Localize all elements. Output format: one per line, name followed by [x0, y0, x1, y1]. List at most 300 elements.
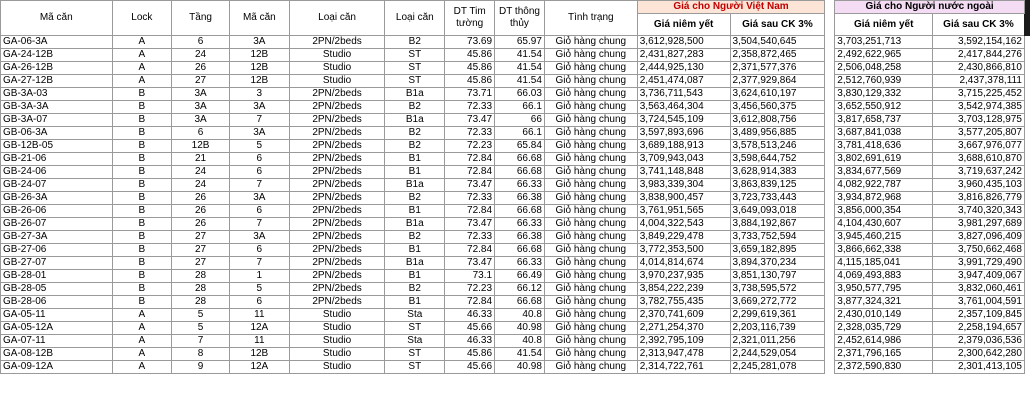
cell-ma-can-2[interactable]: 7 [229, 218, 289, 231]
cell-vn-discounted-price[interactable]: 3,578,513,246 [730, 140, 825, 153]
cell-ma-can[interactable]: GB-28-06 [1, 296, 113, 309]
cell-loai-can[interactable]: 2PN/2beds [289, 179, 385, 192]
cell-dt-thong-thuy[interactable]: 66.1 [495, 127, 545, 140]
cell-dt-tim-tuong[interactable]: 72.33 [445, 192, 495, 205]
cell-tang[interactable]: 8 [172, 348, 230, 361]
cell-loai-can-2[interactable]: B2 [385, 36, 445, 49]
cell-foreign-discounted-price[interactable]: 3,947,409,067 [933, 270, 1025, 283]
cell-tinh-trang[interactable]: Giỏ hàng chung [544, 101, 637, 114]
cell-foreign-listed-price[interactable]: 3,834,677,569 [835, 166, 933, 179]
cell-ma-can-2[interactable]: 3A [229, 101, 289, 114]
cell-dt-tim-tuong[interactable]: 72.84 [445, 244, 495, 257]
cell-tinh-trang[interactable]: Giỏ hàng chung [544, 257, 637, 270]
cell-vn-listed-price[interactable]: 2,314,722,761 [637, 361, 730, 374]
cell-loai-can[interactable]: 2PN/2beds [289, 36, 385, 49]
cell-dt-tim-tuong[interactable]: 72.84 [445, 296, 495, 309]
cell-tinh-trang[interactable]: Giỏ hàng chung [544, 322, 637, 335]
cell-ma-can-2[interactable]: 5 [229, 140, 289, 153]
cell-dt-thong-thuy[interactable]: 66.68 [495, 153, 545, 166]
cell-tinh-trang[interactable]: Giỏ hàng chung [544, 361, 637, 374]
cell-ma-can-2[interactable]: 5 [229, 283, 289, 296]
cell-foreign-listed-price[interactable]: 4,082,922,787 [835, 179, 933, 192]
cell-tang[interactable]: 28 [172, 283, 230, 296]
cell-lock[interactable]: A [112, 309, 172, 322]
cell-vn-listed-price[interactable]: 3,724,545,109 [637, 114, 730, 127]
cell-tang[interactable]: 27 [172, 75, 230, 88]
cell-loai-can[interactable]: 2PN/2beds [289, 153, 385, 166]
cell-loai-can-2[interactable]: B1a [385, 257, 445, 270]
cell-loai-can-2[interactable]: Sta [385, 309, 445, 322]
cell-loai-can-2[interactable]: B1a [385, 179, 445, 192]
cell-lock[interactable]: B [112, 140, 172, 153]
cell-dt-tim-tuong[interactable]: 72.33 [445, 127, 495, 140]
cell-dt-tim-tuong[interactable]: 72.84 [445, 166, 495, 179]
cell-foreign-discounted-price[interactable]: 2,357,109,845 [933, 309, 1025, 322]
cell-vn-discounted-price[interactable]: 3,649,093,018 [730, 205, 825, 218]
cell-ma-can[interactable]: GB-3A-03 [1, 88, 113, 101]
cell-loai-can-2[interactable]: ST [385, 322, 445, 335]
cell-lock[interactable]: B [112, 127, 172, 140]
cell-tinh-trang[interactable]: Giỏ hàng chung [544, 231, 637, 244]
cell-dt-thong-thuy[interactable]: 41.54 [495, 348, 545, 361]
cell-tang[interactable]: 3A [172, 101, 230, 114]
cell-vn-listed-price[interactable]: 2,451,474,087 [637, 75, 730, 88]
cell-vn-discounted-price[interactable]: 2,377,929,864 [730, 75, 825, 88]
cell-vn-listed-price[interactable]: 3,983,339,304 [637, 179, 730, 192]
cell-lock[interactable]: A [112, 361, 172, 374]
col-header-ma-can-2[interactable]: Mã căn [229, 1, 289, 36]
cell-vn-discounted-price[interactable]: 3,894,370,234 [730, 257, 825, 270]
cell-vn-listed-price[interactable]: 3,736,711,543 [637, 88, 730, 101]
cell-vn-discounted-price[interactable]: 3,851,130,797 [730, 270, 825, 283]
cell-dt-thong-thuy[interactable]: 66.38 [495, 231, 545, 244]
cell-foreign-discounted-price[interactable]: 3,740,320,343 [933, 205, 1025, 218]
cell-vn-discounted-price[interactable]: 3,738,595,572 [730, 283, 825, 296]
cell-vn-discounted-price[interactable]: 2,371,577,376 [730, 62, 825, 75]
cell-lock[interactable]: A [112, 348, 172, 361]
cell-ma-can-2[interactable]: 3A [229, 127, 289, 140]
subheader-vn-listed-price[interactable]: Giá niêm yết [637, 14, 730, 36]
cell-vn-listed-price[interactable]: 3,970,237,935 [637, 270, 730, 283]
cell-vn-listed-price[interactable]: 3,612,928,500 [637, 36, 730, 49]
cell-ma-can-2[interactable]: 6 [229, 153, 289, 166]
cell-ma-can[interactable]: GB-3A-3A [1, 101, 113, 114]
cell-dt-thong-thuy[interactable]: 66.12 [495, 283, 545, 296]
cell-foreign-listed-price[interactable]: 3,687,841,038 [835, 127, 933, 140]
cell-tang[interactable]: 26 [172, 192, 230, 205]
cell-tinh-trang[interactable]: Giỏ hàng chung [544, 127, 637, 140]
col-header-loai-can[interactable]: Loại căn [289, 1, 385, 36]
cell-ma-can-2[interactable]: 6 [229, 296, 289, 309]
cell-vn-listed-price[interactable]: 2,431,827,283 [637, 49, 730, 62]
cell-tinh-trang[interactable]: Giỏ hàng chung [544, 88, 637, 101]
cell-dt-tim-tuong[interactable]: 45.86 [445, 49, 495, 62]
cell-vn-discounted-price[interactable]: 3,628,914,383 [730, 166, 825, 179]
cell-dt-thong-thuy[interactable]: 65.84 [495, 140, 545, 153]
cell-foreign-discounted-price[interactable]: 2,437,378,111 [933, 75, 1025, 88]
cell-loai-can-2[interactable]: B1 [385, 166, 445, 179]
cell-vn-discounted-price[interactable]: 3,624,610,197 [730, 88, 825, 101]
cell-loai-can[interactable]: Studio [289, 75, 385, 88]
cell-tang[interactable]: 9 [172, 361, 230, 374]
cell-foreign-listed-price[interactable]: 3,652,550,912 [835, 101, 933, 114]
cell-foreign-discounted-price[interactable]: 3,827,096,409 [933, 231, 1025, 244]
cell-vn-discounted-price[interactable]: 3,884,192,867 [730, 218, 825, 231]
cell-ma-can[interactable]: GA-24-12B [1, 49, 113, 62]
cell-foreign-discounted-price[interactable]: 3,832,060,461 [933, 283, 1025, 296]
subheader-foreign-listed-price[interactable]: Giá niêm yết [835, 14, 933, 36]
cell-vn-listed-price[interactable]: 3,563,464,304 [637, 101, 730, 114]
cell-loai-can[interactable]: 2PN/2beds [289, 257, 385, 270]
cell-tang[interactable]: 5 [172, 322, 230, 335]
cell-dt-tim-tuong[interactable]: 73.47 [445, 218, 495, 231]
cell-ma-can[interactable]: GB-28-05 [1, 283, 113, 296]
cell-foreign-listed-price[interactable]: 2,328,035,729 [835, 322, 933, 335]
cell-dt-tim-tuong[interactable]: 72.84 [445, 153, 495, 166]
cell-foreign-discounted-price[interactable]: 3,816,826,779 [933, 192, 1025, 205]
cell-loai-can[interactable]: 2PN/2beds [289, 114, 385, 127]
cell-dt-thong-thuy[interactable]: 66.38 [495, 192, 545, 205]
cell-dt-tim-tuong[interactable]: 72.23 [445, 283, 495, 296]
cell-dt-thong-thuy[interactable]: 66.68 [495, 296, 545, 309]
cell-dt-thong-thuy[interactable]: 41.54 [495, 49, 545, 62]
cell-vn-listed-price[interactable]: 2,392,795,109 [637, 335, 730, 348]
cell-foreign-discounted-price[interactable]: 3,761,004,591 [933, 296, 1025, 309]
cell-lock[interactable]: B [112, 179, 172, 192]
cell-dt-tim-tuong[interactable]: 73.71 [445, 88, 495, 101]
cell-ma-can-2[interactable]: 1 [229, 270, 289, 283]
cell-dt-tim-tuong[interactable]: 72.33 [445, 101, 495, 114]
cell-foreign-listed-price[interactable]: 2,430,010,149 [835, 309, 933, 322]
cell-dt-tim-tuong[interactable]: 72.33 [445, 231, 495, 244]
cell-tang[interactable]: 27 [172, 244, 230, 257]
cell-ma-can[interactable]: GB-27-07 [1, 257, 113, 270]
cell-lock[interactable]: A [112, 62, 172, 75]
cell-ma-can[interactable]: GB-28-01 [1, 270, 113, 283]
cell-foreign-discounted-price[interactable]: 2,417,844,276 [933, 49, 1025, 62]
cell-dt-tim-tuong[interactable]: 45.86 [445, 348, 495, 361]
cell-dt-tim-tuong[interactable]: 45.66 [445, 361, 495, 374]
cell-tinh-trang[interactable]: Giỏ hàng chung [544, 192, 637, 205]
cell-loai-can[interactable]: 2PN/2beds [289, 218, 385, 231]
cell-tang[interactable]: 6 [172, 36, 230, 49]
cell-loai-can[interactable]: Studio [289, 335, 385, 348]
cell-loai-can[interactable]: 2PN/2beds [289, 192, 385, 205]
cell-dt-thong-thuy[interactable]: 65.97 [495, 36, 545, 49]
cell-dt-thong-thuy[interactable]: 66.1 [495, 101, 545, 114]
cell-ma-can-2[interactable]: 12B [229, 62, 289, 75]
cell-ma-can-2[interactable]: 12B [229, 49, 289, 62]
cell-ma-can-2[interactable]: 6 [229, 244, 289, 257]
cell-ma-can[interactable]: GB-26-06 [1, 205, 113, 218]
cell-tinh-trang[interactable]: Giỏ hàng chung [544, 75, 637, 88]
cell-lock[interactable]: B [112, 166, 172, 179]
cell-lock[interactable]: A [112, 49, 172, 62]
cell-dt-thong-thuy[interactable]: 66.68 [495, 205, 545, 218]
cell-dt-tim-tuong[interactable]: 45.86 [445, 75, 495, 88]
cell-foreign-listed-price[interactable]: 2,372,590,830 [835, 361, 933, 374]
cell-ma-can-2[interactable]: 12B [229, 348, 289, 361]
cell-loai-can-2[interactable]: B2 [385, 127, 445, 140]
cell-lock[interactable]: B [112, 244, 172, 257]
cell-vn-listed-price[interactable]: 3,709,943,043 [637, 153, 730, 166]
cell-vn-listed-price[interactable]: 4,014,814,674 [637, 257, 730, 270]
cell-vn-discounted-price[interactable]: 3,659,182,895 [730, 244, 825, 257]
cell-vn-listed-price[interactable]: 2,271,254,370 [637, 322, 730, 335]
cell-loai-can[interactable]: Studio [289, 361, 385, 374]
cell-dt-tim-tuong[interactable]: 73.1 [445, 270, 495, 283]
cell-loai-can[interactable]: 2PN/2beds [289, 166, 385, 179]
cell-tang[interactable]: 26 [172, 218, 230, 231]
cell-loai-can[interactable]: 2PN/2beds [289, 127, 385, 140]
cell-ma-can-2[interactable]: 7 [229, 179, 289, 192]
cell-tang[interactable]: 21 [172, 153, 230, 166]
cell-vn-discounted-price[interactable]: 2,299,619,361 [730, 309, 825, 322]
cell-foreign-discounted-price[interactable]: 3,715,225,452 [933, 88, 1025, 101]
cell-vn-listed-price[interactable]: 3,782,755,435 [637, 296, 730, 309]
col-header-tinh-trang[interactable]: Tình trạng [544, 1, 637, 36]
cell-dt-tim-tuong[interactable]: 72.23 [445, 140, 495, 153]
cell-vn-discounted-price[interactable]: 2,245,281,078 [730, 361, 825, 374]
cell-tinh-trang[interactable]: Giỏ hàng chung [544, 205, 637, 218]
cell-ma-can-2[interactable]: 12A [229, 322, 289, 335]
cell-loai-can[interactable]: 2PN/2beds [289, 244, 385, 257]
cell-foreign-discounted-price[interactable]: 2,379,036,536 [933, 335, 1025, 348]
cell-ma-can-2[interactable]: 6 [229, 166, 289, 179]
cell-foreign-discounted-price[interactable]: 3,719,637,242 [933, 166, 1025, 179]
cell-vn-discounted-price[interactable]: 3,723,733,443 [730, 192, 825, 205]
cell-vn-discounted-price[interactable]: 2,203,116,739 [730, 322, 825, 335]
cell-foreign-listed-price[interactable]: 3,817,658,737 [835, 114, 933, 127]
cell-ma-can[interactable]: GB-12B-05 [1, 140, 113, 153]
cell-foreign-discounted-price[interactable]: 2,430,866,810 [933, 62, 1025, 75]
cell-foreign-discounted-price[interactable]: 3,688,610,870 [933, 153, 1025, 166]
cell-loai-can-2[interactable]: ST [385, 62, 445, 75]
cell-ma-can[interactable]: GA-27-12B [1, 75, 113, 88]
cell-lock[interactable]: B [112, 101, 172, 114]
cell-foreign-listed-price[interactable]: 3,703,251,713 [835, 36, 933, 49]
cell-vn-discounted-price[interactable]: 3,456,560,375 [730, 101, 825, 114]
cell-dt-tim-tuong[interactable]: 72.84 [445, 205, 495, 218]
col-header-ma-can[interactable]: Mã căn [1, 1, 113, 36]
cell-ma-can-2[interactable]: 12A [229, 361, 289, 374]
cell-foreign-listed-price[interactable]: 2,492,622,965 [835, 49, 933, 62]
cell-loai-can-2[interactable]: B2 [385, 231, 445, 244]
cell-dt-thong-thuy[interactable]: 66.33 [495, 179, 545, 192]
cell-loai-can-2[interactable]: B1a [385, 218, 445, 231]
cell-dt-tim-tuong[interactable]: 45.86 [445, 62, 495, 75]
cell-dt-tim-tuong[interactable]: 46.33 [445, 335, 495, 348]
cell-loai-can-2[interactable]: B2 [385, 283, 445, 296]
cell-tang[interactable]: 24 [172, 166, 230, 179]
cell-vn-listed-price[interactable]: 3,772,353,500 [637, 244, 730, 257]
cell-foreign-discounted-price[interactable]: 3,592,154,162 [933, 36, 1025, 49]
cell-tang[interactable]: 27 [172, 231, 230, 244]
cell-tang[interactable]: 27 [172, 257, 230, 270]
cell-ma-can-2[interactable]: 11 [229, 335, 289, 348]
col-header-tang[interactable]: Tầng [172, 1, 230, 36]
cell-loai-can[interactable]: 2PN/2beds [289, 88, 385, 101]
col-header-dt-tim-tuong[interactable]: DT Tim tường [445, 1, 495, 36]
cell-foreign-listed-price[interactable]: 3,950,577,795 [835, 283, 933, 296]
cell-vn-discounted-price[interactable]: 2,244,529,054 [730, 348, 825, 361]
cell-dt-thong-thuy[interactable]: 40.98 [495, 322, 545, 335]
cell-foreign-listed-price[interactable]: 3,877,324,321 [835, 296, 933, 309]
group-header-foreign-price[interactable]: Giá cho Người nước ngoài [835, 1, 1025, 14]
cell-loai-can-2[interactable]: B1 [385, 153, 445, 166]
cell-loai-can-2[interactable]: B1 [385, 270, 445, 283]
cell-vn-listed-price[interactable]: 3,849,229,478 [637, 231, 730, 244]
col-header-dt-thong-thuy[interactable]: DT thông thủy [495, 1, 545, 36]
cell-tinh-trang[interactable]: Giỏ hàng chung [544, 36, 637, 49]
cell-ma-can-2[interactable]: 6 [229, 205, 289, 218]
cell-vn-listed-price[interactable]: 2,444,925,130 [637, 62, 730, 75]
cell-ma-can[interactable]: GA-08-12B [1, 348, 113, 361]
cell-lock[interactable]: B [112, 192, 172, 205]
cell-foreign-discounted-price[interactable]: 2,258,194,657 [933, 322, 1025, 335]
cell-foreign-listed-price[interactable]: 3,856,000,354 [835, 205, 933, 218]
cell-loai-can[interactable]: 2PN/2beds [289, 140, 385, 153]
cell-tinh-trang[interactable]: Giỏ hàng chung [544, 270, 637, 283]
cell-loai-can-2[interactable]: B1a [385, 88, 445, 101]
cell-foreign-listed-price[interactable]: 3,945,460,215 [835, 231, 933, 244]
cell-ma-can[interactable]: GB-27-06 [1, 244, 113, 257]
cell-vn-discounted-price[interactable]: 2,321,011,256 [730, 335, 825, 348]
subheader-vn-discounted-price[interactable]: Giá sau CK 3% [730, 14, 825, 36]
cell-vn-discounted-price[interactable]: 3,669,272,772 [730, 296, 825, 309]
cell-ma-can[interactable]: GB-26-07 [1, 218, 113, 231]
cell-foreign-discounted-price[interactable]: 3,960,435,103 [933, 179, 1025, 192]
cell-ma-can[interactable]: GB-21-06 [1, 153, 113, 166]
cell-vn-discounted-price[interactable]: 3,612,808,756 [730, 114, 825, 127]
cell-vn-listed-price[interactable]: 3,741,148,848 [637, 166, 730, 179]
cell-loai-can[interactable]: 2PN/2beds [289, 270, 385, 283]
cell-loai-can-2[interactable]: ST [385, 49, 445, 62]
cell-loai-can[interactable]: 2PN/2beds [289, 296, 385, 309]
cell-lock[interactable]: B [112, 270, 172, 283]
cell-tang[interactable]: 12B [172, 140, 230, 153]
cell-tinh-trang[interactable]: Giỏ hàng chung [544, 244, 637, 257]
cell-dt-tim-tuong[interactable]: 73.47 [445, 257, 495, 270]
cell-foreign-listed-price[interactable]: 2,506,048,258 [835, 62, 933, 75]
cell-tang[interactable]: 5 [172, 309, 230, 322]
cell-tang[interactable]: 7 [172, 335, 230, 348]
cell-dt-tim-tuong[interactable]: 73.69 [445, 36, 495, 49]
cell-dt-tim-tuong[interactable]: 46.33 [445, 309, 495, 322]
cell-loai-can[interactable]: Studio [289, 348, 385, 361]
cell-dt-thong-thuy[interactable]: 66.68 [495, 244, 545, 257]
cell-tinh-trang[interactable]: Giỏ hàng chung [544, 348, 637, 361]
cell-ma-can-2[interactable]: 11 [229, 309, 289, 322]
cell-ma-can-2[interactable]: 3A [229, 192, 289, 205]
cell-loai-can[interactable]: Studio [289, 62, 385, 75]
cell-ma-can[interactable]: GB-27-3A [1, 231, 113, 244]
cell-tinh-trang[interactable]: Giỏ hàng chung [544, 218, 637, 231]
cell-loai-can[interactable]: Studio [289, 49, 385, 62]
cell-tinh-trang[interactable]: Giỏ hàng chung [544, 296, 637, 309]
cell-vn-discounted-price[interactable]: 3,733,752,594 [730, 231, 825, 244]
cell-foreign-discounted-price[interactable]: 3,981,297,689 [933, 218, 1025, 231]
cell-tinh-trang[interactable]: Giỏ hàng chung [544, 309, 637, 322]
cell-tinh-trang[interactable]: Giỏ hàng chung [544, 179, 637, 192]
cell-loai-can[interactable]: 2PN/2beds [289, 283, 385, 296]
cell-foreign-listed-price[interactable]: 2,371,796,165 [835, 348, 933, 361]
col-header-lock[interactable]: Lock [112, 1, 172, 36]
cell-tang[interactable]: 24 [172, 179, 230, 192]
cell-ma-can-2[interactable]: 12B [229, 75, 289, 88]
cell-foreign-listed-price[interactable]: 3,781,418,636 [835, 140, 933, 153]
cell-vn-listed-price[interactable]: 3,597,893,696 [637, 127, 730, 140]
cell-foreign-discounted-price[interactable]: 3,750,662,468 [933, 244, 1025, 257]
col-header-loai-can-2[interactable]: Loại căn [385, 1, 445, 36]
cell-lock[interactable]: B [112, 257, 172, 270]
cell-lock[interactable]: B [112, 218, 172, 231]
cell-dt-thong-thuy[interactable]: 66.49 [495, 270, 545, 283]
cell-dt-thong-thuy[interactable]: 66.03 [495, 88, 545, 101]
cell-ma-can-2[interactable]: 3 [229, 88, 289, 101]
cell-foreign-discounted-price[interactable]: 3,542,974,385 [933, 101, 1025, 114]
cell-dt-thong-thuy[interactable]: 66 [495, 114, 545, 127]
cell-tinh-trang[interactable]: Giỏ hàng chung [544, 166, 637, 179]
cell-tang[interactable]: 28 [172, 270, 230, 283]
cell-foreign-listed-price[interactable]: 2,512,760,939 [835, 75, 933, 88]
cell-dt-thong-thuy[interactable]: 66.33 [495, 257, 545, 270]
cell-lock[interactable]: B [112, 88, 172, 101]
cell-vn-discounted-price[interactable]: 3,863,839,125 [730, 179, 825, 192]
cell-foreign-discounted-price[interactable]: 3,667,976,077 [933, 140, 1025, 153]
cell-lock[interactable]: B [112, 231, 172, 244]
cell-loai-can[interactable]: 2PN/2beds [289, 101, 385, 114]
cell-tinh-trang[interactable]: Giỏ hàng chung [544, 153, 637, 166]
cell-loai-can-2[interactable]: B1 [385, 244, 445, 257]
cell-loai-can[interactable]: 2PN/2beds [289, 231, 385, 244]
cell-ma-can[interactable]: GB-26-3A [1, 192, 113, 205]
cell-tinh-trang[interactable]: Giỏ hàng chung [544, 283, 637, 296]
cell-loai-can-2[interactable]: ST [385, 348, 445, 361]
cell-lock[interactable]: B [112, 153, 172, 166]
cell-dt-tim-tuong[interactable]: 45.66 [445, 322, 495, 335]
cell-vn-listed-price[interactable]: 3,689,188,913 [637, 140, 730, 153]
cell-foreign-listed-price[interactable]: 3,866,662,338 [835, 244, 933, 257]
cell-ma-can[interactable]: GB-3A-07 [1, 114, 113, 127]
cell-lock[interactable]: B [112, 114, 172, 127]
cell-lock[interactable]: A [112, 335, 172, 348]
cell-lock[interactable]: A [112, 322, 172, 335]
cell-foreign-discounted-price[interactable]: 2,301,413,105 [933, 361, 1025, 374]
cell-foreign-listed-price[interactable]: 3,802,691,619 [835, 153, 933, 166]
cell-foreign-discounted-price[interactable]: 3,577,205,807 [933, 127, 1025, 140]
cell-vn-listed-price[interactable]: 2,313,947,478 [637, 348, 730, 361]
cell-foreign-listed-price[interactable]: 2,452,614,986 [835, 335, 933, 348]
cell-tang[interactable]: 26 [172, 205, 230, 218]
cell-loai-can[interactable]: Studio [289, 322, 385, 335]
cell-lock[interactable]: B [112, 283, 172, 296]
cell-lock[interactable]: B [112, 296, 172, 309]
cell-ma-can[interactable]: GB-24-06 [1, 166, 113, 179]
cell-vn-discounted-price[interactable]: 3,489,956,885 [730, 127, 825, 140]
cell-ma-can[interactable]: GB-24-07 [1, 179, 113, 192]
cell-foreign-discounted-price[interactable]: 3,703,128,975 [933, 114, 1025, 127]
cell-ma-can-2[interactable]: 7 [229, 257, 289, 270]
cell-ma-can[interactable]: GA-05-11 [1, 309, 113, 322]
cell-loai-can-2[interactable]: Sta [385, 335, 445, 348]
cell-lock[interactable]: B [112, 205, 172, 218]
cell-foreign-listed-price[interactable]: 3,830,129,332 [835, 88, 933, 101]
cell-tang[interactable]: 3A [172, 88, 230, 101]
cell-dt-thong-thuy[interactable]: 66.68 [495, 166, 545, 179]
cell-dt-thong-thuy[interactable]: 40.8 [495, 309, 545, 322]
cell-tinh-trang[interactable]: Giỏ hàng chung [544, 335, 637, 348]
